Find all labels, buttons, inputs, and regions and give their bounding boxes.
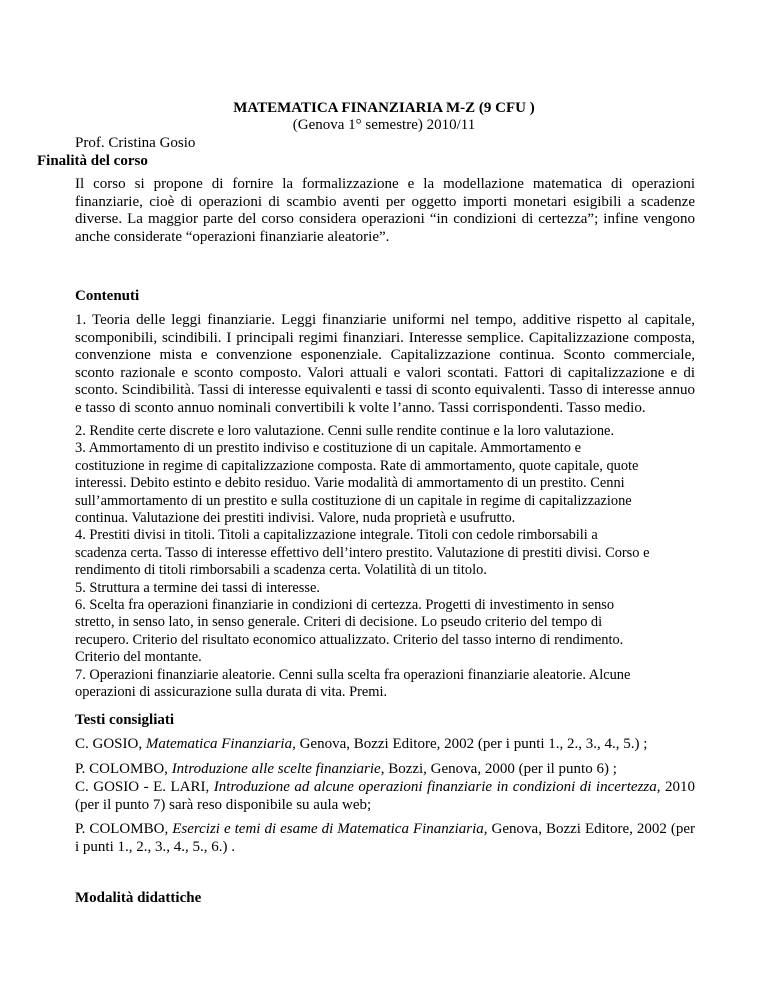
contenuti-line: interessi. Debito estinto e debito residuo. Varie modalità di ammortamento di un prestito. Cenni	[75, 475, 625, 492]
ref-title: Introduzione alle scelte finanziarie	[171, 761, 381, 777]
testi-ref-2	[75, 761, 695, 779]
contenuti-line: 6. Scelta fra operazioni finanziarie in condizioni di certezza. Progetti di investimento in senso	[75, 597, 615, 614]
contenuti-line: 7. Operazioni finanziarie aleatorie. Cenni sulla scelta fra operazioni finanziarie aleatorie. Alcune	[75, 666, 631, 683]
contenuti-line: rendimento di titoli rimborsabili a scadenza certa. Volatilità di un titolo.	[75, 562, 487, 579]
contenuti-line: scadenza certa. Tasso di interesse effettivo dell’intero prestito. Valutazione di prestiti divisi. Corso e	[75, 544, 650, 561]
ref-details: , Genova, Bozzi Editore, 2002 (per i punti 1., 2., 3., 4., 5., 6.) .	[75, 821, 696, 855]
contenuti-line: Criterio del montante.	[75, 649, 202, 666]
ref-details: , Genova, Bozzi Editore, 2002 (per i punti 1., 2., 3., 4., 5.) ;	[292, 736, 648, 752]
contenuti-line: 2. Rendite certe discrete e loro valutazione. Cenni sulle rendite continue e la loro valutazione.	[75, 423, 615, 439]
finalita-paragraph	[75, 176, 695, 246]
ref-author: C. GOSIO - E. LARI,	[75, 779, 214, 795]
contenuti-line: 4. Prestiti divisi in titoli. Titoli a capitalizzazione integrale. Titoli con cedole rimborsabili a	[75, 527, 598, 544]
ref-details: , 2010 (per il punto 7) sarà reso disponibile su aula web;	[75, 779, 696, 813]
contenuti-item-1	[75, 312, 695, 417]
course-title: MATEMATICA FINANZIARIA M-Z (9 CFU )	[233, 100, 535, 116]
contenuti-line: recupero. Criterio del risultato economico attualizzato. Criterio del tasso interno di rendimento.	[75, 631, 624, 648]
ref-author: C. GOSIO,	[75, 736, 146, 752]
ref-title: Introduzione ad alcune operazioni finanziarie in condizioni di incertezza	[213, 779, 657, 795]
contenuti-line: sull’ammortamento di un prestito e sulla costituzione di un capitale in regime di capitalizzazione	[75, 492, 632, 509]
ref-author: P. COLOMBO,	[75, 761, 172, 777]
professor-name: Prof. Cristina Gosio	[75, 135, 196, 151]
contenuti-line: operazioni di assicurazione sulla durata di vita. Premi.	[75, 684, 388, 701]
modalita-heading: Modalità didattiche	[75, 890, 202, 906]
contenuti-line: continua. Valutazione dei prestiti indivisi. Valore, nuda proprietà e usufrutto.	[75, 510, 516, 527]
testi-heading: Testi consigliati	[75, 712, 175, 728]
ref-title: Matematica Finanziaria	[145, 736, 293, 752]
testi-ref-3	[75, 779, 695, 814]
contenuti-heading: Contenuti	[75, 288, 140, 304]
contenuti-items-2-7	[75, 423, 715, 702]
contenuti-line: 3. Ammortamento di un prestito indiviso e costituzione di un capitale. Ammortamento e	[75, 440, 581, 457]
contenuti-line: 5. Struttura a termine dei tassi di interesse.	[75, 579, 320, 596]
testi-ref-4	[75, 821, 695, 856]
ref-author: P. COLOMBO,	[75, 821, 173, 837]
finalita-heading: Finalità del corso	[37, 153, 148, 169]
contenuti-item-1-text: 1. Teoria delle leggi finanziarie. Leggi finanziarie uniformi nel tempo, additive rispetto al capitale, scomponibili, scindibili. I principali regimi finanziari. Interesse semplice. Capitalizzazione composta, convenzione mista e convenzione esponenziale. Capitalizzazione continua. Sconto commerciale, sconto razionale e sconto composto. Valori attuali e valori scontati. Fattori di capitalizzazione e di sconto. Scindibilità. Tassi di interesse equivalenti e tassi di sconto equivalenti. Tasso di interesse annuo e tasso di sconto annuo nominali convertibili k volte l’anno. Tassi corrispondenti. Tasso medio.	[75, 312, 695, 416]
contenuti-line: costituzione in regime di capitalizzazione composta. Rate di ammortamento, quote capitale, quote	[75, 457, 639, 474]
finalita-text: Il corso si propone di fornire la formalizzazione e la modellazione matematica di operazioni finanziarie, cioè di operazioni di scambio aventi per oggetto importi monetari esigibili a scadenze diverse. La maggior parte del corso considera operazioni “in condizioni di certezza”; infine vengono anche considerate “operazioni finanziarie aleatorie”.	[75, 176, 695, 245]
ref-details: , Bozzi, Genova, 2000 (per il punto 6) ;	[380, 761, 617, 777]
contenuti-line: stretto, in senso lato, in senso generale. Criteri di decisione. Lo pseudo criterio del tempo di	[75, 614, 603, 631]
testi-ref-1	[75, 736, 695, 754]
course-subtitle: (Genova 1° semestre) 2010/11	[292, 117, 476, 133]
ref-title: Esercizi e temi di esame di Matematica Finanziaria	[172, 821, 484, 837]
